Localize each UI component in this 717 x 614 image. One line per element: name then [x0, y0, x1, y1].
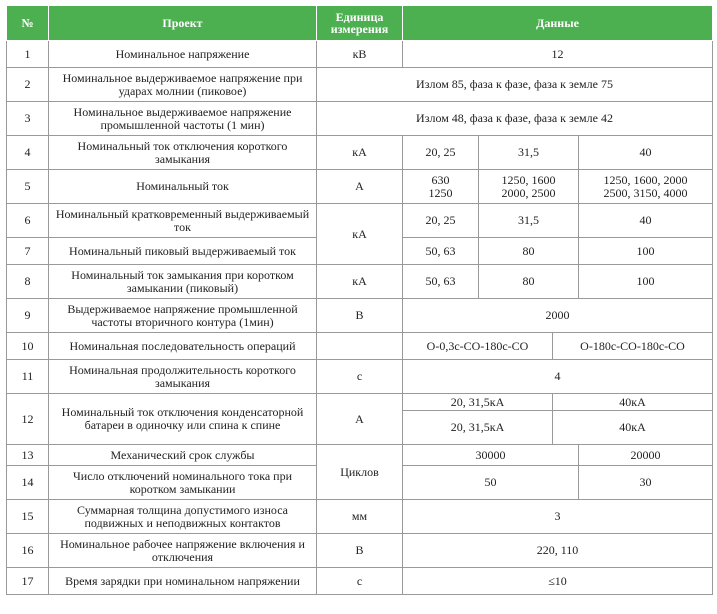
- row-unit: [317, 333, 403, 360]
- row-num: 13: [7, 445, 49, 466]
- row-num: 12: [7, 394, 49, 445]
- row-name: Номинальное выдерживаемое напряжение при ударах молнии (пиковое): [49, 68, 317, 102]
- row-name: Номинальное рабочее напряжение включения и отключения: [49, 534, 317, 568]
- row-name: Номинальный ток отключения конденсаторной батареи в одиночку или спина к спине: [49, 394, 317, 445]
- row-value-2: 40кА: [553, 411, 713, 445]
- row-value-2: 40кА: [553, 394, 713, 411]
- row-value-2: 80: [479, 265, 579, 299]
- table-row: [7, 333, 713, 360]
- row-num: 1: [7, 41, 49, 68]
- row-value-1: 20, 25: [403, 136, 479, 170]
- row-num: 3: [7, 102, 49, 136]
- row-value: ≤10: [403, 568, 713, 595]
- row-value-1: 50: [403, 466, 579, 500]
- row-num: 9: [7, 299, 49, 333]
- row-name: Номинальное выдерживаемое напряжение промышленной частоты (1 мин): [49, 102, 317, 136]
- row-name: Номинальный пиковый выдерживаемый ток: [49, 238, 317, 265]
- row-unit: мм: [317, 500, 403, 534]
- row-value-1: 30000: [403, 445, 579, 466]
- row-name: Суммарная толщина допустимого износа подвижных и неподвижных контактов: [49, 500, 317, 534]
- row-value-2: 31,5: [479, 204, 579, 238]
- row-value: Излом 85, фаза к фазе, фаза к земле 75: [317, 68, 713, 102]
- row-num: 14: [7, 466, 49, 500]
- table-row: [7, 445, 713, 466]
- row-value: 2000: [403, 299, 713, 333]
- row-name: Номинальный ток: [49, 170, 317, 204]
- table-row: [7, 170, 713, 204]
- row-value-3: 40: [579, 136, 713, 170]
- table-row: [7, 265, 713, 299]
- table-row: [7, 41, 713, 68]
- row-value-1: 20, 31,5кА: [403, 411, 553, 445]
- row-name: Номинальный ток отключения короткого замыкания: [49, 136, 317, 170]
- row-unit: кА: [317, 204, 403, 265]
- row-name: Механический срок службы: [49, 445, 317, 466]
- row-num: 6: [7, 204, 49, 238]
- row-value-2: 1250, 1600 2000, 2500: [479, 170, 579, 204]
- table-row: [7, 534, 713, 568]
- row-num: 8: [7, 265, 49, 299]
- row-value-2: 80: [479, 238, 579, 265]
- row-value-1: 630 1250: [403, 170, 479, 204]
- row-value-2: 20000: [579, 445, 713, 466]
- row-value: 220, 110: [403, 534, 713, 568]
- table-row: [7, 102, 713, 136]
- row-name: Выдерживаемое напряжение промышленной частоты вторичного контура (1мин): [49, 299, 317, 333]
- row-unit: с: [317, 568, 403, 595]
- row-name: Номинальная последовательность операций: [49, 333, 317, 360]
- row-value: Излом 48, фаза к фазе, фаза к земле 42: [317, 102, 713, 136]
- header-project: Проект: [49, 6, 317, 41]
- row-value-1: 50, 63: [403, 238, 479, 265]
- row-value: 4: [403, 360, 713, 394]
- table-row: [7, 204, 713, 238]
- row-unit: В: [317, 299, 403, 333]
- row-value: 3: [403, 500, 713, 534]
- row-unit: кВ: [317, 41, 403, 68]
- row-value-1: 20, 25: [403, 204, 479, 238]
- header-row: [7, 6, 713, 41]
- row-value-2: 31,5: [479, 136, 579, 170]
- row-unit: А: [317, 170, 403, 204]
- row-unit: кА: [317, 136, 403, 170]
- row-unit: кА: [317, 265, 403, 299]
- row-unit: Циклов: [317, 445, 403, 500]
- row-value-3: 40: [579, 204, 713, 238]
- row-name: Номинальная продолжительность короткого замыкания: [49, 360, 317, 394]
- row-value-2: 30: [579, 466, 713, 500]
- spec-table: [6, 5, 713, 595]
- row-unit: с: [317, 360, 403, 394]
- table-row: [7, 360, 713, 394]
- row-value-1: 50, 63: [403, 265, 479, 299]
- row-value-3: 100: [579, 265, 713, 299]
- row-value-3: 100: [579, 238, 713, 265]
- row-value-2: О-180с-СО-180с-СО: [553, 333, 713, 360]
- row-num: 7: [7, 238, 49, 265]
- row-name: Число отключений номинального тока при коротком замыкании: [49, 466, 317, 500]
- table-row: [7, 500, 713, 534]
- row-num: 17: [7, 568, 49, 595]
- header-unit: Единица измерения: [317, 6, 403, 41]
- row-value: 12: [403, 41, 713, 68]
- row-num: 4: [7, 136, 49, 170]
- row-num: 15: [7, 500, 49, 534]
- row-name: Номинальное напряжение: [49, 41, 317, 68]
- row-name: Время зарядки при номинальном напряжении: [49, 568, 317, 595]
- row-value-3: 1250, 1600, 2000 2500, 3150, 4000: [579, 170, 713, 204]
- row-num: 2: [7, 68, 49, 102]
- row-unit: В: [317, 534, 403, 568]
- table-row: [7, 568, 713, 595]
- row-name: Номинальный кратковременный выдерживаемый ток: [49, 204, 317, 238]
- table-row: [7, 68, 713, 102]
- row-name: Номинальный ток замыкания при коротком замыкании (пиковый): [49, 265, 317, 299]
- row-num: 11: [7, 360, 49, 394]
- row-unit: А: [317, 394, 403, 445]
- row-num: 10: [7, 333, 49, 360]
- row-value-1: О-0,3с-СО-180с-СО: [403, 333, 553, 360]
- row-num: 5: [7, 170, 49, 204]
- table-row: [7, 299, 713, 333]
- row-num: 16: [7, 534, 49, 568]
- header-data: Данные: [403, 6, 713, 41]
- table-row: [7, 136, 713, 170]
- row-value-1: 20, 31,5кА: [403, 394, 553, 411]
- header-num: №: [7, 6, 49, 41]
- table-row: [7, 394, 713, 411]
